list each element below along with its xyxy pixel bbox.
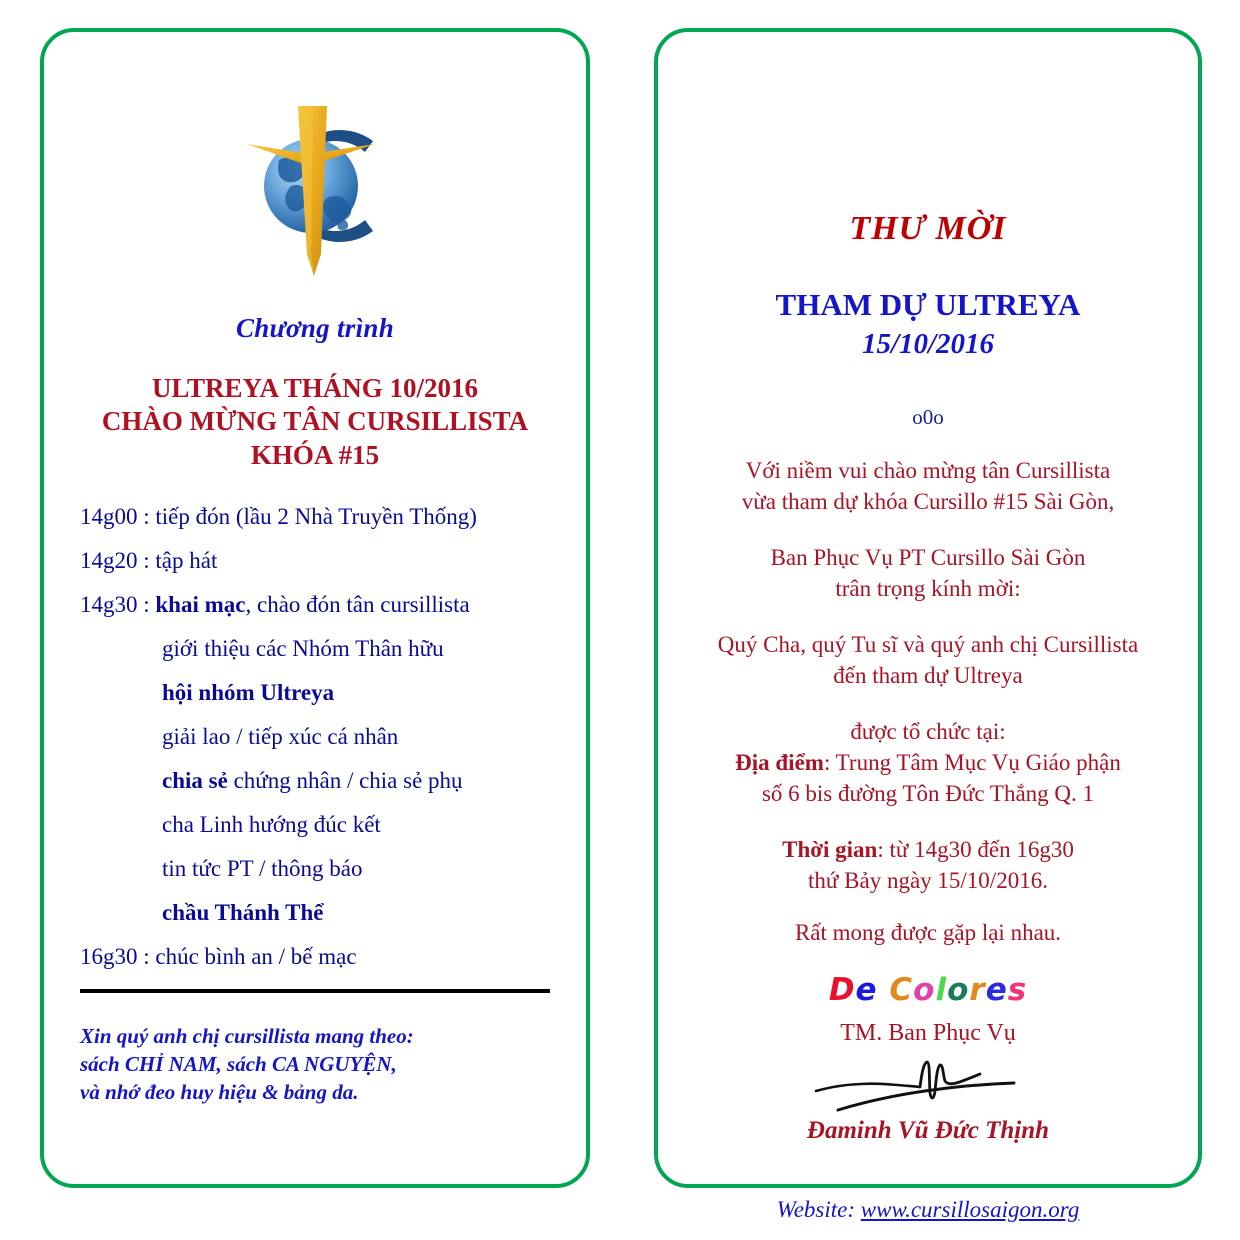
schedule-item-text: chứng nhân / chia sẻ phụ: [227, 768, 463, 794]
schedule-row: [80, 505, 572, 528]
website-link[interactable]: www.cursillosaigon.org: [860, 1196, 1080, 1222]
invitation-panel: [654, 28, 1202, 1222]
schedule-item-emphasis: hội nhóm Ultreya: [162, 680, 335, 706]
website-label: Website:: [776, 1196, 861, 1222]
time-value: : từ 14g30 đến 16g30: [877, 837, 1074, 863]
paragraph-line: đến tham dự Ultreya: [833, 662, 1023, 688]
schedule-time: 14g30 :: [80, 592, 156, 618]
de-colores-logo: [658, 971, 1198, 1008]
program-heading-line: KHÓA #15: [250, 439, 380, 470]
program-panel: [40, 28, 590, 1188]
schedule-item-text: giới thiệu các Nhóm Thân hữu: [162, 636, 444, 662]
time-line-2: thứ Bảy ngày 15/10/2016.: [808, 867, 1048, 893]
schedule-time: 14g00 :: [80, 504, 156, 530]
de-colores-letter: o: [947, 971, 970, 1008]
de-colores-letter: D: [828, 971, 856, 1008]
logo-container: [44, 94, 586, 279]
schedule-row: [80, 549, 572, 572]
invitation-paragraph-2: [658, 543, 1198, 604]
section-divider: [80, 989, 550, 993]
schedule-list: [44, 505, 586, 968]
cursillo-globe-cross-logo: [235, 94, 395, 279]
invitation-title: THƯ MỜI: [849, 210, 1007, 247]
time-line-1: [672, 835, 1184, 866]
schedule-time: 14g20 :: [80, 548, 156, 574]
venue-label: Địa điểm: [735, 750, 824, 776]
schedule-row: [80, 945, 572, 968]
paragraph-line: Quý Cha, quý Tu sĩ và quý anh chị Cursillista: [717, 632, 1139, 658]
invitation-paragraph-3: [658, 630, 1198, 691]
program-subtitle: Chương trình: [235, 313, 395, 343]
schedule-item-text: tập hát: [155, 548, 218, 574]
signer-role: TM. Ban Phục Vụ: [840, 1019, 1016, 1046]
program-heading: [44, 372, 586, 472]
schedule-row: [80, 593, 572, 616]
paragraph-line: vừa tham dự khóa Cursillo #15 Sài Gòn,: [741, 488, 1115, 514]
schedule-row: [80, 769, 572, 792]
invitation-subtitle: THAM DỰ ULTREYA: [775, 287, 1081, 322]
paragraph-line: Với niềm vui chào mừng tân Cursillista: [745, 458, 1111, 483]
de-colores-letter: e: [985, 971, 1008, 1008]
schedule-item-text: , chào đón tân cursillista: [245, 592, 470, 618]
paragraph-line: trân trọng kính mời:: [835, 575, 1021, 601]
venue-value: : Trung Tâm Mục Vụ Giáo phận: [823, 750, 1121, 776]
schedule-item-text: tiếp đón (lầu 2 Nhà Truyền Thống): [155, 504, 477, 530]
schedule-item-text: giải lao / tiếp xúc cá nhân: [162, 724, 399, 750]
time-label: Thời gian: [782, 837, 878, 863]
invitation-paragraph-1: [658, 456, 1198, 517]
de-colores-letter: o: [913, 971, 936, 1008]
venue-intro: được tổ chức tại:: [850, 719, 1006, 745]
schedule-row: [80, 901, 572, 924]
note-line: Xin quý anh chị cursillista mang theo:: [80, 1024, 414, 1049]
invitation-date: 15/10/2016: [861, 328, 995, 360]
venue-line-2: số 6 bis đường Tôn Đức Thắng Q. 1: [761, 780, 1095, 806]
venue-line-1: [672, 748, 1184, 779]
schedule-item-emphasis: chia sẻ: [162, 768, 228, 794]
paragraph-line: Ban Phục Vụ PT Cursillo Sài Gòn: [770, 545, 1086, 571]
schedule-item-emphasis: chầu Thánh Thể: [162, 900, 324, 926]
schedule-row: [80, 813, 572, 836]
closing-line: Rất mong được gặp lại nhau.: [794, 920, 1062, 946]
ornament-separator: o0o: [912, 405, 944, 429]
time-block: [658, 835, 1198, 896]
signer-name: Đaminh Vũ Đức Thịnh: [806, 1116, 1050, 1144]
program-heading-line: CHÀO MỪNG TÂN CURSILLISTA: [101, 406, 529, 437]
note-line: và nhớ đeo huy hiệu & bảng da.: [80, 1080, 359, 1105]
note-line: sách CHỈ NAM, sách CA NGUYỆN,: [80, 1052, 397, 1077]
schedule-row: [80, 681, 572, 704]
schedule-time: 16g30 :: [80, 944, 156, 970]
de-colores-letter: C: [889, 971, 914, 1008]
program-heading-line: ULTREYA THÁNG 10/2016: [151, 373, 479, 403]
de-colores-letter: l: [935, 971, 948, 1008]
venue-block: [658, 717, 1198, 809]
website-line: [658, 1197, 1198, 1223]
bring-items-note: [80, 1023, 586, 1107]
schedule-item-text: tin tức PT / thông báo: [162, 856, 363, 882]
schedule-item-text: cha Linh hướng đúc kết: [162, 812, 381, 838]
schedule-item-text: chúc bình an / bế mạc: [155, 944, 357, 970]
schedule-row: [80, 857, 572, 880]
de-colores-letter: e: [855, 971, 878, 1008]
schedule-row: [80, 637, 572, 660]
signature-handwriting: [808, 1053, 1048, 1115]
de-colores-letter: s: [1007, 971, 1028, 1008]
de-colores-letter: r: [969, 971, 986, 1008]
signature-container: [658, 1053, 1198, 1115]
de-colores-letter: [878, 975, 890, 1006]
schedule-item-emphasis: khai mạc: [155, 592, 246, 618]
schedule-row: [80, 725, 572, 748]
